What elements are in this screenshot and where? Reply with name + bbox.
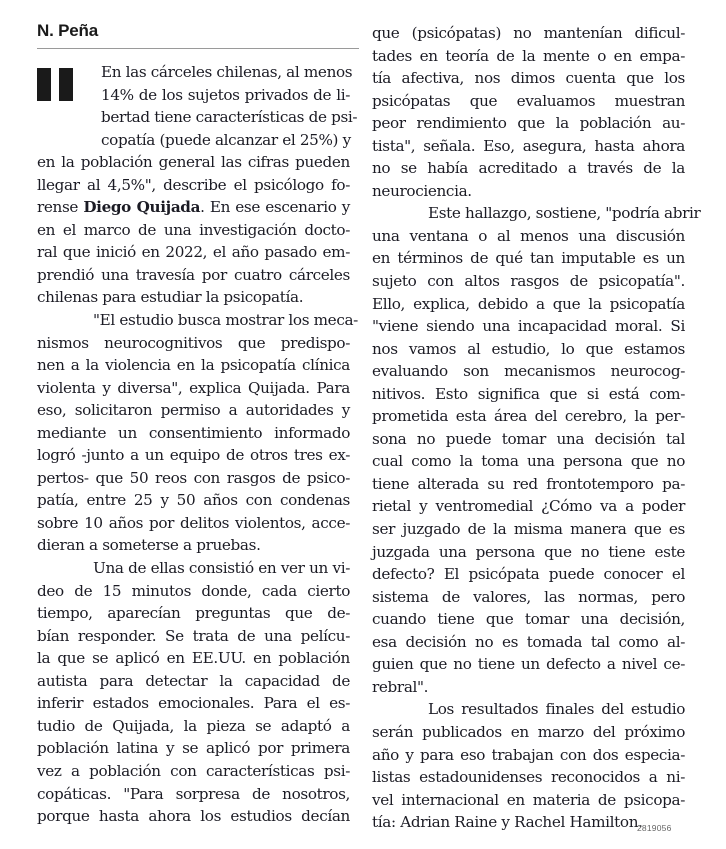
body-line: en términos de qué tan imputable es un [372,249,685,268]
body-line: sistema de valores, las normas, pero [372,587,685,606]
body-line: en el marco de una investigación docto- [37,220,350,239]
body-line: prometida esta área del cerebro, la per- [372,407,685,426]
body-line: tía afectiva, nos dimos cuenta que los [372,69,685,88]
body-line: tía: Adrian Raine y Rachel Hamilton. [372,813,643,832]
body-line: deo de 15 minutos donde, cada cierto [37,581,350,600]
body-line: dieran a someterse a pruebas. [37,536,261,555]
body-line: sobre 10 años por delitos violentos, acce- [37,513,350,532]
body-line: "viene siendo una incapacidad moral. Si [372,317,685,336]
body-line: vel internacional en materia de psicopa- [372,790,685,809]
body-line: prendió una travesía por cuatro cárceles [37,265,350,284]
body-line: Este hallazgo, sostiene, "podría abrir [428,204,701,223]
body-line: copatía (puede alcanzar el 25%) y [101,130,351,149]
body-line: nismos neurocognitivos que predispo- [37,333,350,352]
body-line: evaluando son mecanismos neurocog- [372,362,685,381]
left-column [37,61,358,828]
body-line: ral que inició en 2022, el año pasado em- [37,243,350,262]
body-line: tades en teoría de la mente o en empa- [372,46,685,65]
body-line: Los resultados finales del estudio [428,700,685,719]
body-line: eso, solicitaron permiso a autoridades y [37,401,350,420]
body-line: defecto? El psicópata puede conocer el [372,565,685,584]
body-line: porque hasta ahora los estudios decían [37,807,350,826]
body-line: cuando tiene que tomar una decisión, [372,610,685,629]
body-line: tudio de Quijada, la pieza se adaptó a [37,716,350,735]
body-line: en la población general las cifras pueden [37,153,350,172]
body-line: que (psicópatas) no mantenían dificul- [372,24,685,42]
body-text: . En ese escenario y [200,198,350,217]
body-line: no se había acreditado a través de la [372,159,685,178]
body-line: llegar al 4,5%", describe el psicólogo fo- [37,175,350,194]
body-line: mediante un consentimiento informado [37,423,350,442]
body-line: vez a población con características psi- [37,761,350,780]
body-line: inferir estados emocionales. Para el es- [37,694,350,713]
body-line: violenta y diversa", explica Quijada. Para [37,378,350,397]
body-line: chilenas para estudiar la psicopatía. [37,288,304,307]
body-line: logró -junto a un equipo de otros tres ex- [37,446,350,465]
body-line: copáticas. "Para sorpresa de nosotros, [37,784,350,803]
body-line: rietal y ventromedial ¿Cómo va a poder [372,497,685,516]
body-line: guien que no tiene un defecto a nivel ce- [372,655,685,674]
body-line: sona no puede tomar una decisión tal [372,429,685,448]
body-line: juzgada una persona que no tiene este [372,542,685,561]
body-line: bían responder. Se trata de una pelícu- [37,626,350,645]
body-line: En las cárceles chilenas, al menos [101,63,353,81]
byline-divider [37,48,359,49]
body-line: rebral". [372,677,429,696]
body-line: bertad tiene características de psi- [101,108,358,127]
right-column [372,22,701,834]
body-line: peor rendimiento que la población au- [372,114,685,133]
reference-code: 2819056 [637,823,672,833]
body-line: patía, entre 25 y 50 años con condenas [37,491,350,510]
body-line: tiene alterada su red frontotemporo pa- [372,474,685,493]
body-line: una ventana o al menos una discusión [372,226,685,245]
body-line: cual como la toma una persona que no [372,452,685,471]
body-line: Una de ellas consistió en ver un vi- [93,559,350,578]
body-line: tista", señala. Eso, asegura, hasta ahora [372,136,685,155]
body-line: la que se aplicó en EE.UU. en población [37,649,350,668]
body-line: ser juzgado de la misma manera que es [372,520,685,539]
body-line: autista para detectar la capacidad de [37,671,350,690]
body-line-with-name [37,196,350,219]
body-line: "El estudio busca mostrar los meca- [93,311,358,330]
body-text: rense [37,198,84,217]
body-line: psicópatas que evaluamos muestran [372,91,685,110]
expert-name: Diego Quijada [83,198,201,217]
body-line: nen a la violencia en la psicopatía clínica [37,356,350,375]
body-line: nitivos. Esto significa que si está com- [372,384,685,403]
body-line: 14% de los sujetos privados de li- [101,85,350,104]
body-line: serán publicados en marzo del próximo [372,722,685,741]
body-line: Ello, explica, debido a que la psicopatía [372,294,685,313]
author-byline: N. Peña [37,21,98,40]
body-line: tiempo, aparecían preguntas que de- [37,604,350,623]
body-line: pertos- que 50 reos con rasgos de psico- [37,468,350,487]
body-line: neurociencia. [372,181,472,200]
body-line: esa decisión no es tomada tal como al- [372,632,685,651]
body-line: sujeto con altos rasgos de psicopatía". [372,272,685,291]
body-line: población latina y se aplicó por primera [37,739,350,758]
body-line: listas estadounidenses reconocidos a ni- [372,768,685,787]
body-line: año y para eso trabajan con dos especia- [372,745,685,764]
body-line: nos vamos al estudio, lo que estamos [372,339,685,358]
